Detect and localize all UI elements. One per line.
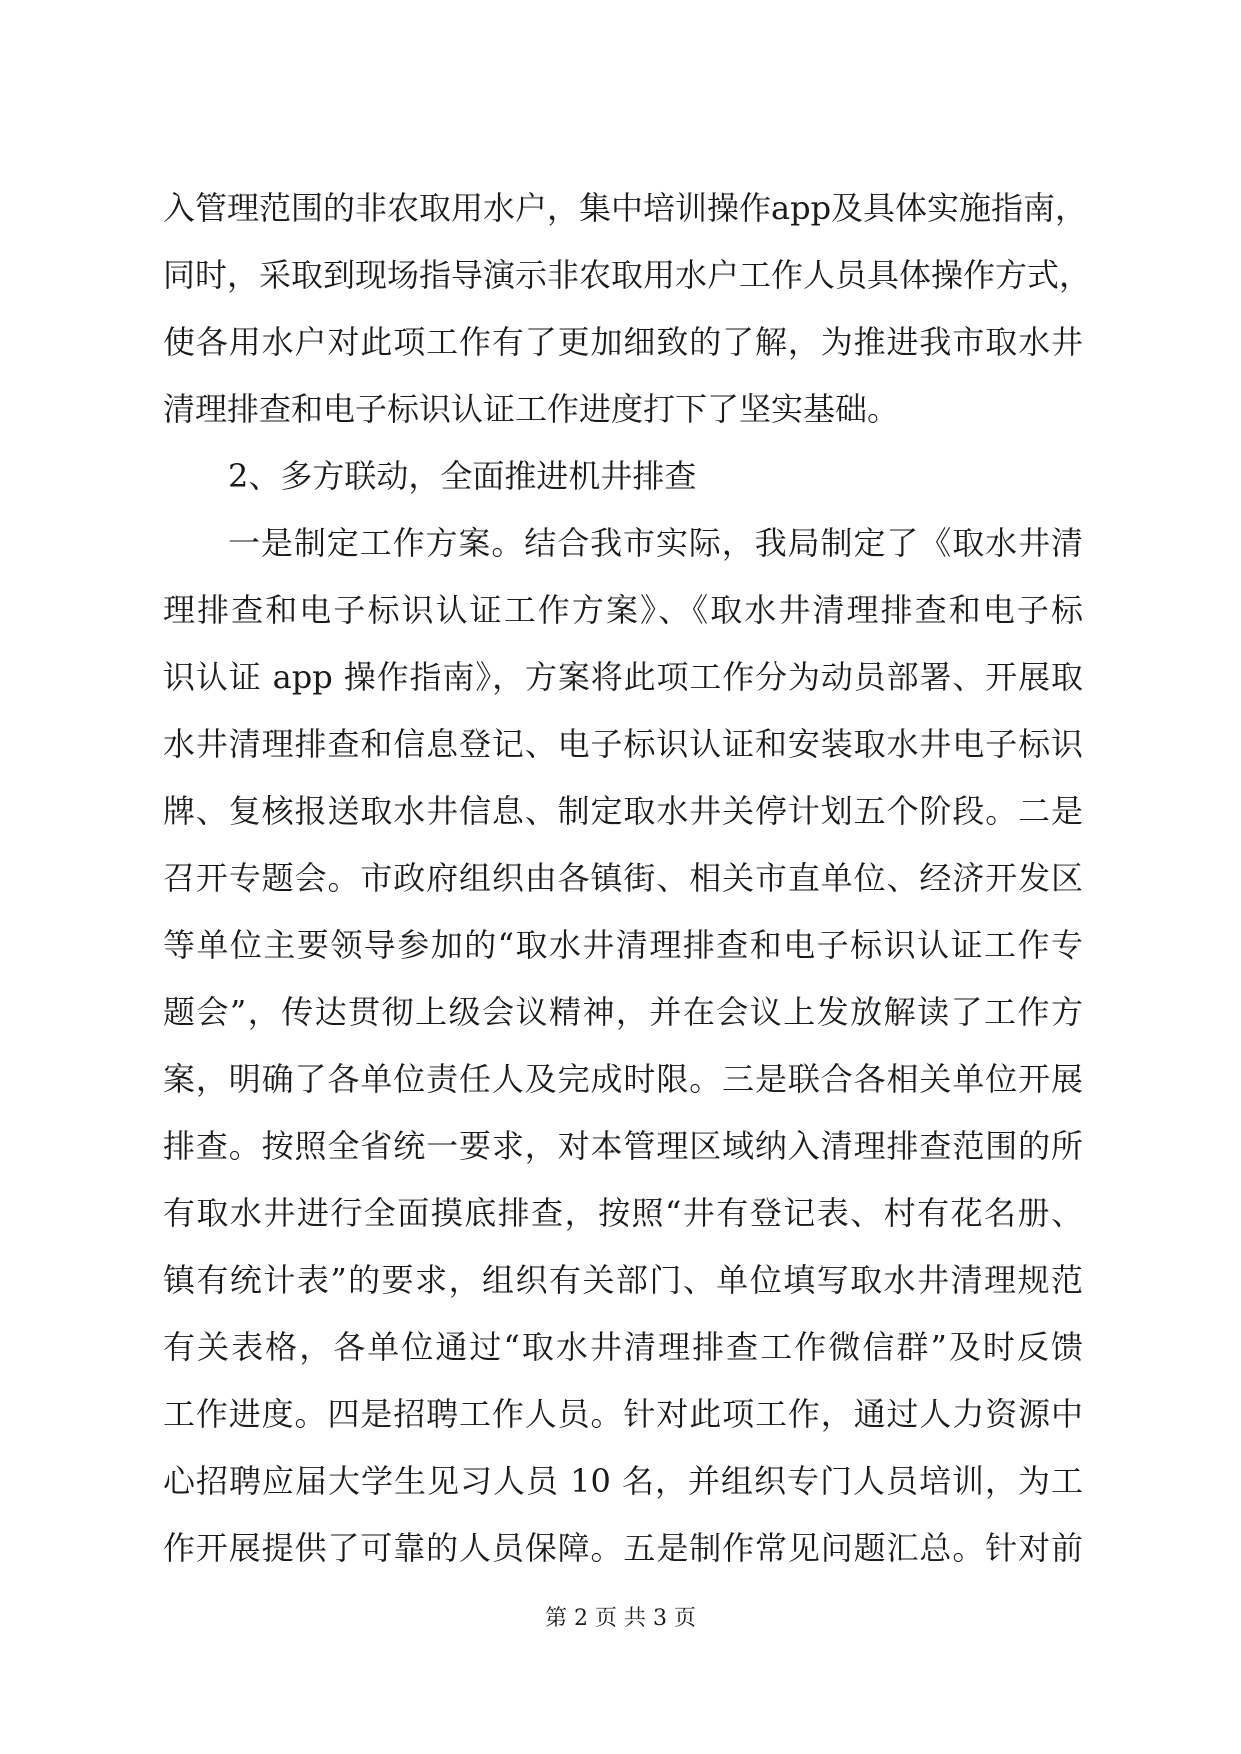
paragraph-2-line: 镇有统计表”的要求，组织有关部门、单位填写取水井清理规范 [163, 1261, 1083, 1299]
paragraph-1-line: 使各用水户对此项工作有了更加细致的了解，为推进我市取水井 [163, 323, 1083, 361]
page-number-footer: 第 2 页 共 3 页 [545, 1606, 696, 1631]
section-heading: 2、多方联动，全面推进机井排查 [228, 457, 697, 495]
paragraph-2-line: 心招聘应届大学生见习人员 10 名，并组织专门人员培训，为工 [163, 1462, 1083, 1500]
paragraph-2-line: 题会”，传达贯彻上级会议精神，并在会议上发放解读了工作方 [163, 993, 1083, 1031]
paragraph-1-line: 清理排查和电子标识认证工作进度打下了坚实基础。 [163, 390, 900, 428]
paragraph-2-line: 排查。按照全省统一要求，对本管理区域纳入清理排查范围的所 [163, 1127, 1083, 1165]
paragraph-2-line: 作开展提供了可靠的人员保障。五是制作常见问题汇总。针对前 [163, 1529, 1083, 1567]
paragraph-2-line: 牌、复核报送取水井信息、制定取水井关停计划五个阶段。二是 [163, 792, 1083, 830]
paragraph-2-line: 水井清理排查和信息登记、电子标识认证和安装取水井电子标识 [163, 725, 1083, 763]
paragraph-2-line: 有取水井进行全面摸底排查，按照“井有登记表、村有花名册、 [163, 1194, 1083, 1232]
paragraph-2-line: 召开专题会。市政府组织由各镇街、相关市直单位、经济开发区 [163, 859, 1083, 897]
paragraph-2-line: 一是制定工作方案。结合我市实际，我局制定了《取水井清 [228, 524, 1083, 562]
paragraph-1-line: 同时，采取到现场指导演示非农取用水户工作人员具体操作方式， [163, 256, 1092, 294]
paragraph-2-line: 有关表格，各单位通过“取水井清理排查工作微信群”及时反馈 [163, 1328, 1083, 1366]
paragraph-2-line: 识认证 app 操作指南》，方案将此项工作分为动员部署、开展取 [163, 658, 1083, 696]
paragraph-2-line: 等单位主要领导参加的“取水井清理排查和电子标识认证工作专 [163, 926, 1083, 964]
paragraph-2-line: 理排查和电子标识认证工作方案》、《取水井清理排查和电子标 [163, 591, 1083, 629]
paragraph-1-line: 入管理范围的非农取用水户，集中培训操作app及具体实施指南， [163, 189, 1088, 227]
paragraph-2-line: 工作进度。四是招聘工作人员。针对此项工作，通过人力资源中 [163, 1395, 1083, 1433]
paragraph-2-line: 案，明确了各单位责任人及完成时限。三是联合各相关单位开展 [163, 1060, 1083, 1098]
